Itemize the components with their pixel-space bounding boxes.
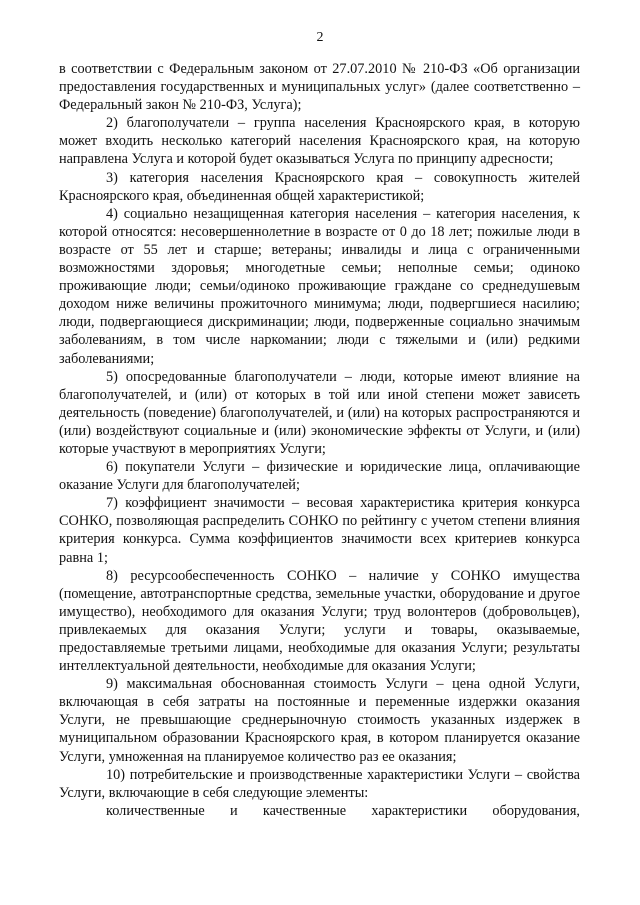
- paragraph-5: 5) опосредованные благополучатели – люди, которые имеют влияние на благополучателей, и (или) от которых в той или иной степени может зависеть деятельность (поведение) благополучателей, и (или) на которых распространяются и (или) воздействуют социальные и (или) экономические эффекты от Услуги, и (или) которые участвуют в мероприятиях Услуги;: [59, 368, 580, 457]
- page-number: 2: [316, 30, 324, 45]
- paragraph-7: 7) коэффициент значимости – весовая характеристика критерия конкурса СОНКО, позволяющая распределить СОНКО по рейтингу с учетом степени влияния критерия конкурса. Сумма коэффициентов значимости всех критериев конкурса равна 1;: [59, 495, 580, 566]
- paragraph-6: 6) покупатели Услуги – физические и юридические лица, оплачивающие оказание Услуги для благополучателей;: [59, 459, 580, 494]
- paragraph-4: 4) социально незащищенная категория населения – категория населения, к которой относятся: несовершеннолетние в возрасте от 0 до 18 лет; пожилые люди в возрасте от 55 лет и старше; ветераны; инвалиды и лица с ограниченными возможностями здоровья; многодетные семьи; неполные семьи; одиноко проживающие люди; семьи/одиноко проживающие граждане со среднедушевым доходом ниже величины прожиточного минимума; люди, подвергшиеся насилию; люди, подвергающиеся дискриминации; люди, подверженные социально значимым заболеваниям, в том числе наркомании; люди с тяжелыми и (или) редкими заболеваниями;: [59, 205, 580, 367]
- paragraph-intro: в соответствии с Федеральным законом от 27.07.2010 № 210-ФЗ «Об организации предоставления государственных и муниципальных услуг» (далее соответственно – Федеральный закон № 210-ФЗ, Услуга);: [59, 61, 580, 114]
- paragraph-2: 2) благополучатели – группа населения Красноярского края, в которую может входить несколько категорий населения Красноярского края, на которую направлена Услуга и которой будет оказываться Услуга по принципу адресности;: [59, 115, 580, 168]
- paragraph-9: 9) максимальная обоснованная стоимость Услуги – цена одной Услуги, включающая в себя затраты на постоянные и переменные издержки оказания Услуги, не превышающие среднерыночную стоимость указанных издержек в муниципальном образовании Красноярского края, в котором планируется оказание Услуги, умноженная на планируемое количество раз ее оказания;: [59, 676, 580, 765]
- document-body: [59, 60, 580, 820]
- paragraph-8: 8) ресурсообеспеченность СОНКО – наличие у СОНКО имущества (помещение, автотранспортные средства, земельные участки, оборудование и другое имущество), необходимого для оказания Услуги; труд волонтеров (добровольцев), привлекаемых для оказания Услуги; услуги и товары, оказываемые, предоставляемые третьими лицами, необходимые для оказания Услуги; результаты интеллектуальной деятельности, необходимые для оказания Услуги;: [59, 567, 580, 675]
- paragraph-10-item: количественные и качественные характеристики оборудования,: [106, 802, 580, 819]
- paragraph-3: 3) категория населения Красноярского края – совокупность жителей Красноярского края, объединенная общей характеристикой;: [59, 169, 580, 204]
- paragraph-10: 10) потребительские и производственные характеристики Услуги – свойства Услуги, включающие в себя следующие элементы:: [59, 766, 580, 801]
